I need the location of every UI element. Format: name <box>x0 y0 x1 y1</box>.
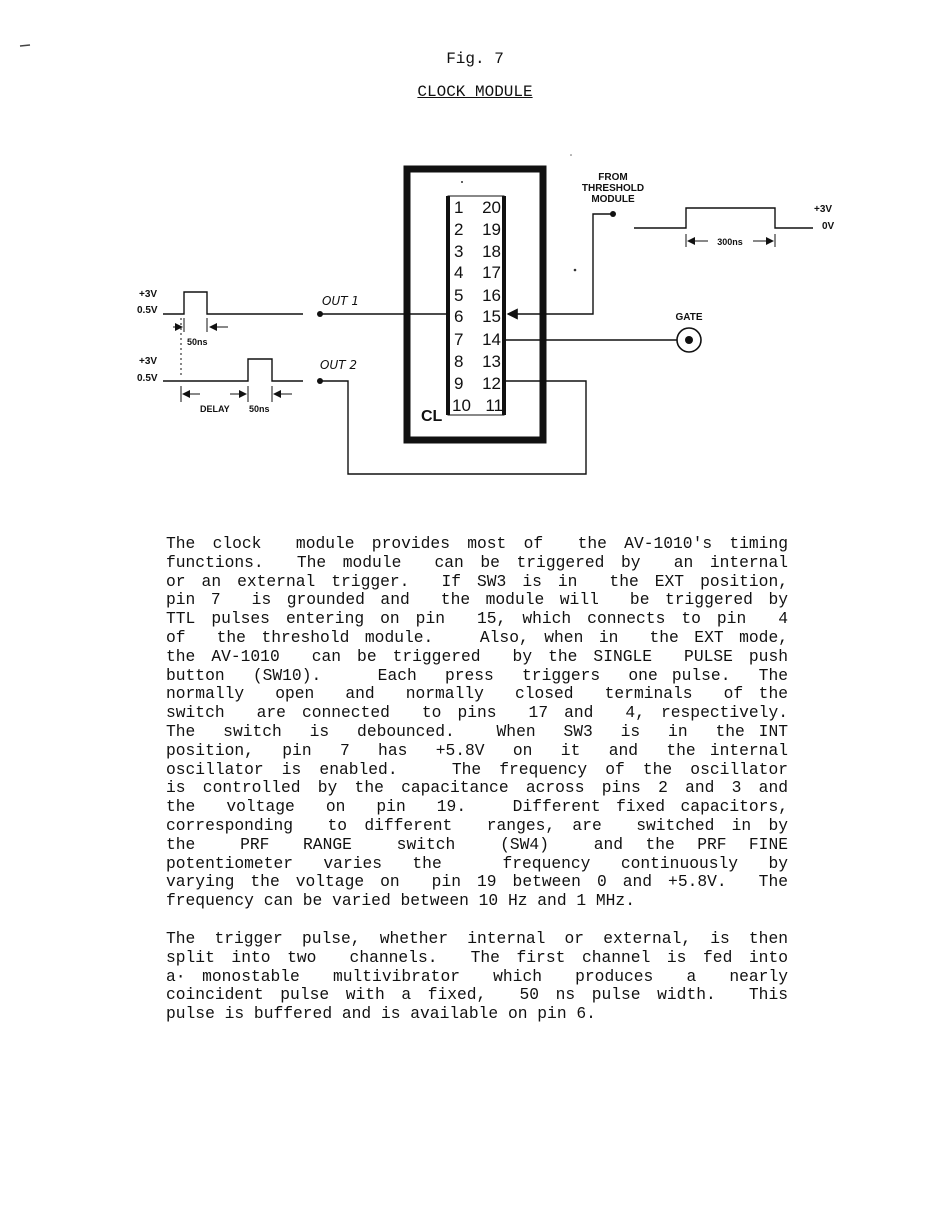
text-line: TTL pulses entering on pin 15, which connects to pin 4 <box>166 609 788 629</box>
out1-waveform <box>137 289 303 378</box>
scan-speck <box>461 181 463 183</box>
clock-module-diagram <box>0 0 950 520</box>
pin-label: 1 <box>454 198 464 217</box>
text-line: the AV-1010 can be triggered by the SINGLE PULSE push <box>166 646 788 666</box>
text-line: functions. The module can be triggered by an internal <box>166 552 788 572</box>
text-line: position, pin 7 has +5.8V on it and the internal <box>166 740 788 760</box>
pin-label: 2 <box>454 220 464 239</box>
paragraph-2 <box>166 930 788 1024</box>
gate-connection <box>504 312 703 352</box>
pin-label: 15 <box>482 307 501 326</box>
out2-waveform <box>137 356 303 414</box>
pin-label: 3 <box>454 242 464 261</box>
pin-label: 7 <box>454 330 464 349</box>
pin-label: 5 <box>454 286 464 305</box>
threshold-high-label: +3V <box>814 204 833 215</box>
threshold-width-label: 300ns <box>717 237 743 247</box>
pin-label: 9 <box>454 374 464 393</box>
text-line: The switch is debounced. When SW3 is in the INT <box>166 721 788 741</box>
text-line: the PRF RANGE switch (SW4) and the PRF FINE <box>166 834 788 854</box>
threshold-waveform <box>634 204 835 247</box>
chip-outline <box>407 169 543 440</box>
from-threshold-label: THRESHOLD <box>581 183 645 194</box>
pin-label: 13 <box>482 352 501 371</box>
scan-speck <box>20 45 30 46</box>
from-threshold-label: FROM <box>598 172 628 183</box>
out2-label: OUT 2 <box>320 358 358 372</box>
pin-label: 6 <box>454 307 464 326</box>
text-line: switch are connected to pins 17 and 4, respectively. <box>166 703 788 723</box>
text-line: is controlled by the capacitance across pins 2 and 3 and <box>166 778 788 798</box>
text-line: The trigger pulse, whether internal or external, is then <box>166 929 788 948</box>
text-line: coincident pulse with a fixed, 50 ns pulse width. This <box>166 985 788 1005</box>
out2-low-label: 0.5V <box>137 373 158 384</box>
text-line: the voltage on pin 19. Different fixed capacitors, <box>166 797 788 817</box>
pin-label: 12 <box>482 374 501 393</box>
pin-label: 10 <box>452 396 471 415</box>
out2-delay-label: DELAY <box>200 404 230 414</box>
from-threshold-label: MODULE <box>591 194 635 205</box>
threshold-low-label: 0V <box>822 221 835 232</box>
pin-label: 11 <box>485 396 503 415</box>
pin-label: 14 <box>482 330 501 349</box>
chip-label: CL <box>421 408 443 425</box>
text-line: varying the voltage on pin 19 between 0 and +5.8V. The <box>166 872 788 892</box>
text-line: button (SW10). Each press triggers one pulse. The <box>166 665 788 685</box>
text-line: split into two channels. The first channel is fed into <box>166 947 788 967</box>
right-pin-numbers <box>482 198 503 415</box>
paragraph-1 <box>166 535 788 911</box>
threshold-input-connection <box>508 172 644 314</box>
out1-low-label: 0.5V <box>137 305 158 316</box>
pin-label: 17 <box>482 263 501 282</box>
text-line: The clock module provides most of the AV-1010's timing <box>166 534 788 553</box>
text-line: frequency can be varied between 10 Hz and 1 MHz. <box>166 891 635 911</box>
text-line: a· monostable multivibrator which produces a nearly <box>166 966 788 986</box>
figure-label: Fig. 7 <box>446 50 504 68</box>
pin-label: 20 <box>482 198 501 217</box>
text-line: potentiometer varies the frequency continuously by <box>166 853 788 873</box>
pin-label: 18 <box>482 242 501 261</box>
pin-label: 8 <box>454 352 464 371</box>
out1-label: OUT 1 <box>322 294 360 308</box>
text-line: pin 7 is grounded and the module will be triggered by <box>166 590 788 610</box>
scan-speck <box>570 154 572 156</box>
pin-label: 16 <box>482 286 501 305</box>
text-line: corresponding to different ranges, are switched in by <box>166 815 788 835</box>
text-line: normally open and normally closed terminals of the <box>166 684 788 704</box>
text-line: oscillator is enabled. The frequency of the oscillator <box>166 759 788 779</box>
out2-width-label: 50ns <box>249 404 270 414</box>
left-pin-numbers <box>452 198 471 415</box>
text-line: of the threshold module. Also, when in the EXT mode, <box>166 627 788 647</box>
scan-speck <box>574 269 577 272</box>
gate-label: GATE <box>675 312 703 323</box>
out1-width-label: 50ns <box>187 337 208 347</box>
out1-connection <box>317 294 448 317</box>
pin-label: 19 <box>482 220 501 239</box>
out2-high-label: +3V <box>139 356 158 367</box>
text-line: or an external trigger. If SW3 is in the EXT position, <box>166 571 788 591</box>
pin-label: 4 <box>454 263 464 282</box>
figure-title: CLOCK MODULE <box>417 83 533 101</box>
text-line: pulse is buffered and is available on pin 6. <box>166 1004 596 1024</box>
out1-high-label: +3V <box>139 289 158 300</box>
